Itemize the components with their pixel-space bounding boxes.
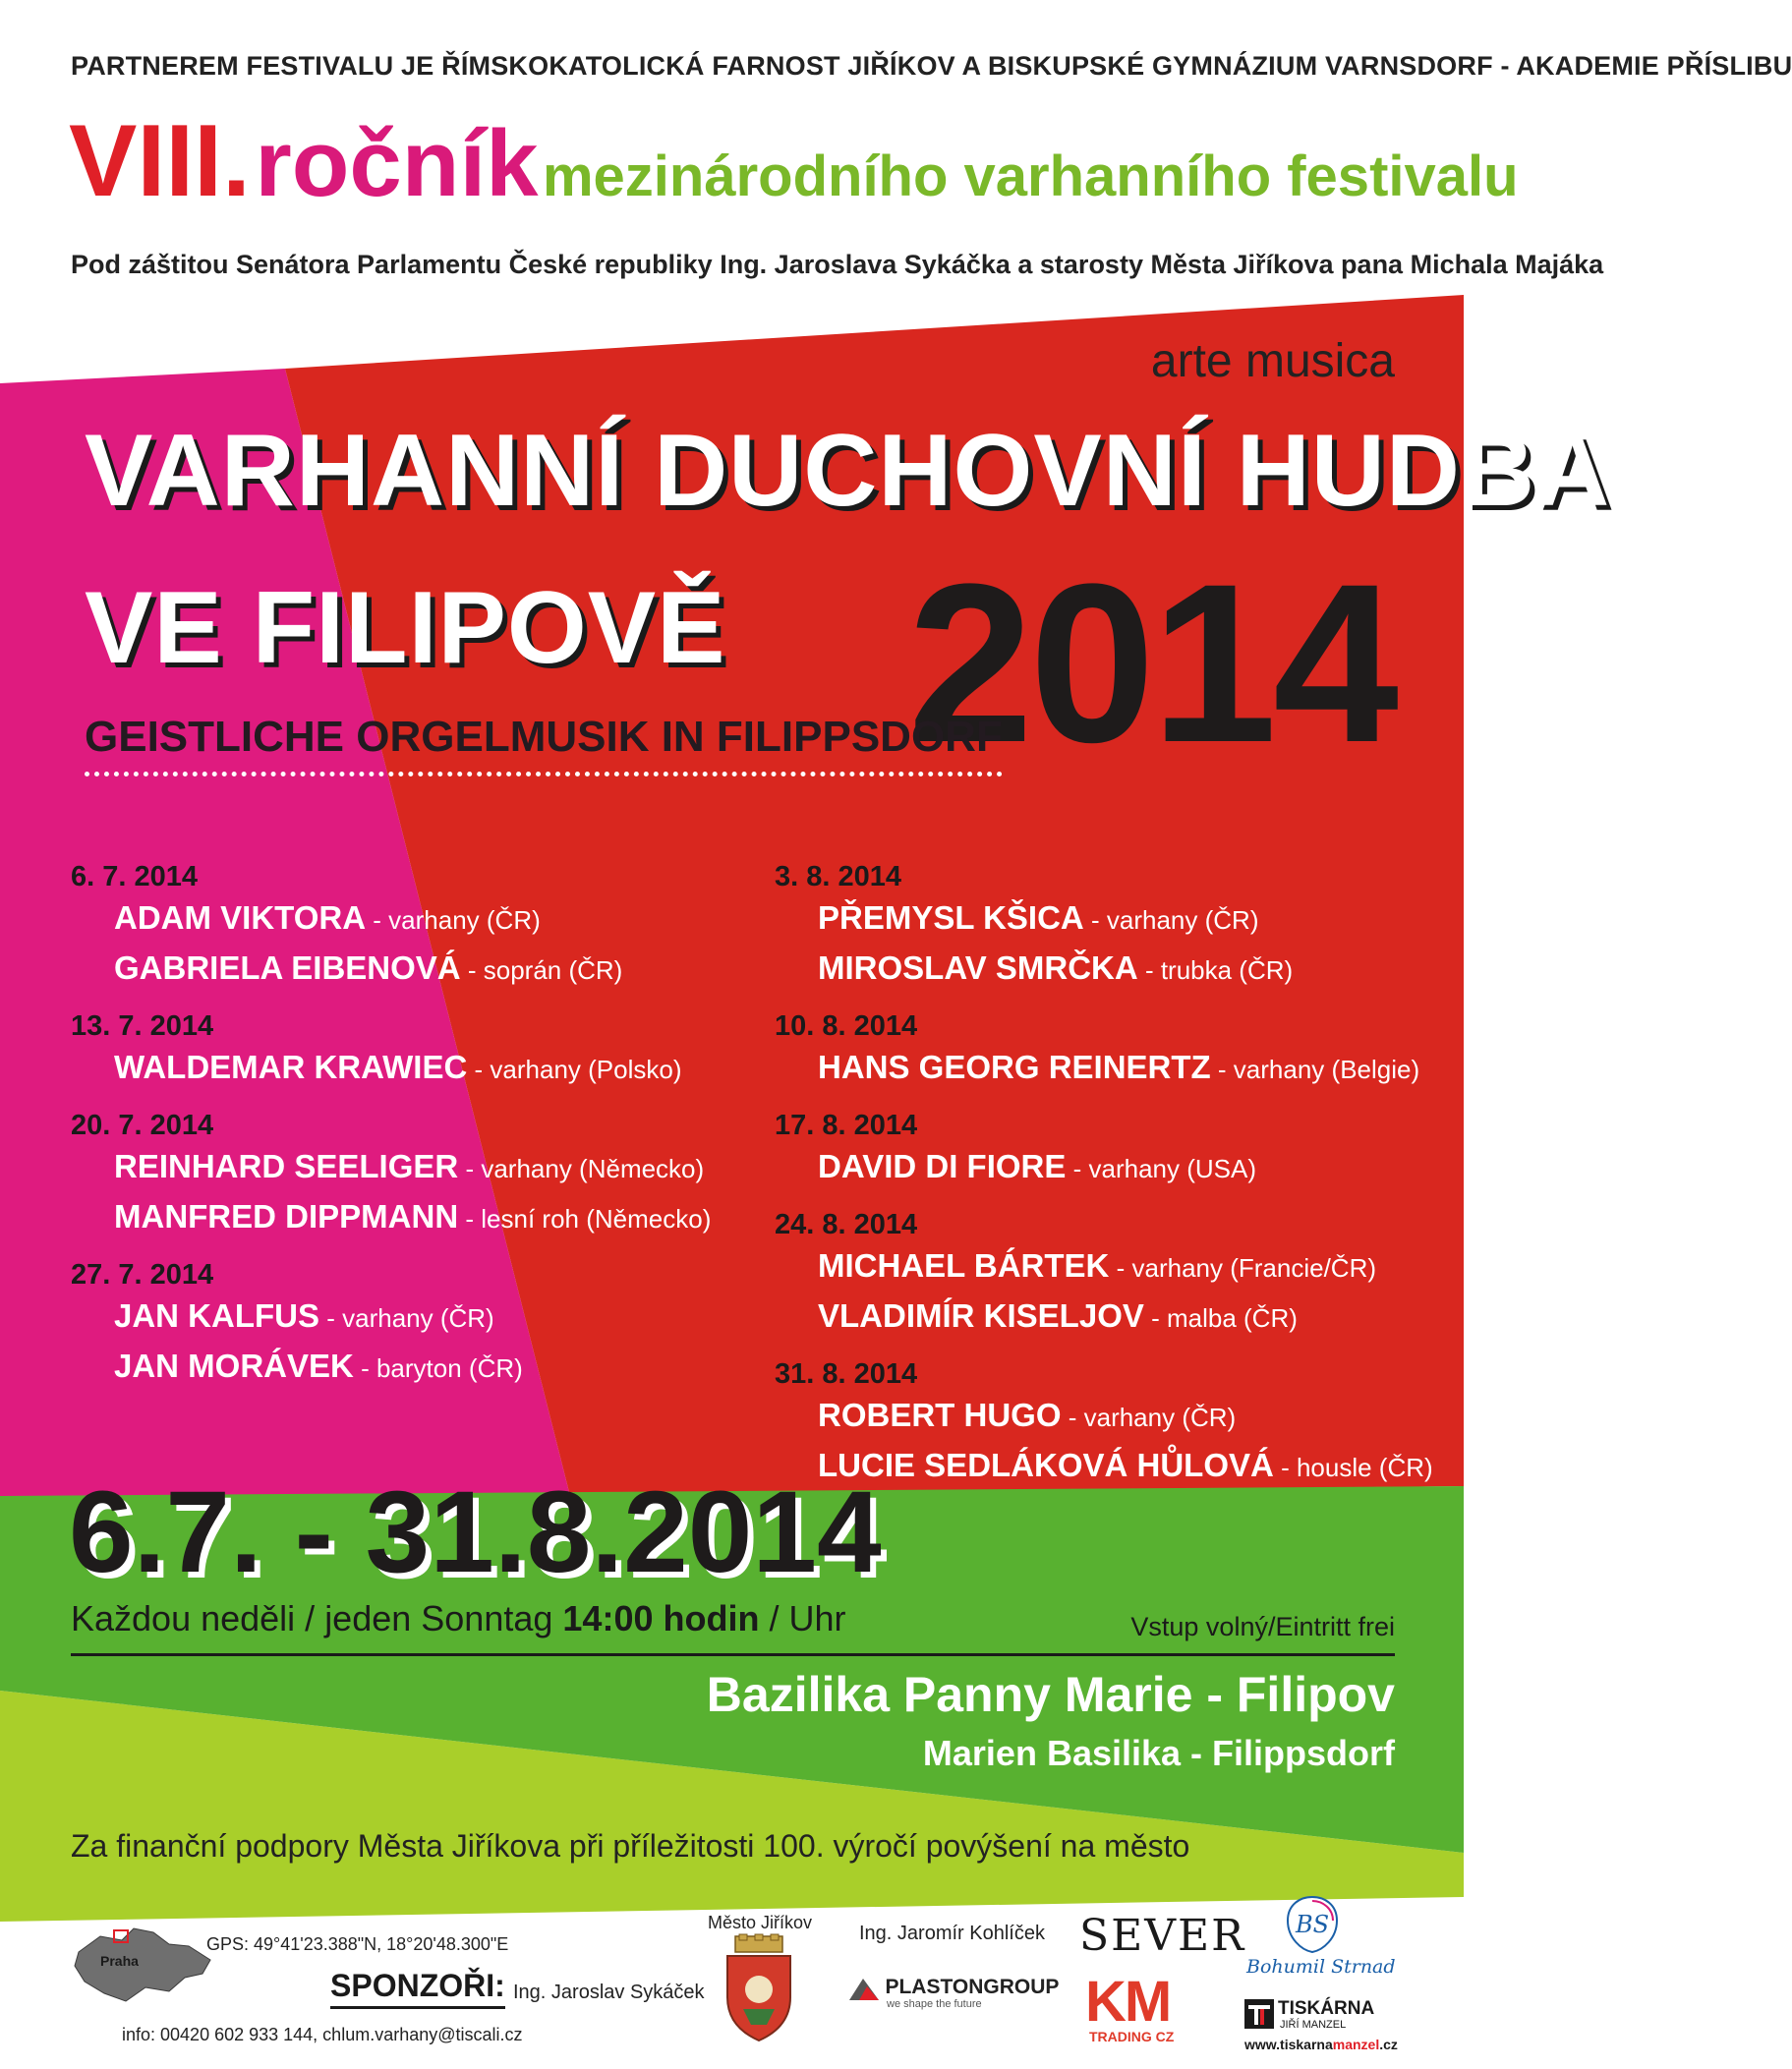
- concert-date: 24. 8. 2014: [775, 1209, 918, 1240]
- performer-row: [775, 947, 1443, 997]
- performer-row: [71, 1145, 739, 1195]
- concert-date: 27. 7. 2014: [71, 1259, 214, 1291]
- performer-row: [71, 1046, 739, 1096]
- performer-instrument: - varhany (Německo): [458, 1154, 705, 1183]
- festival-year: 2014: [907, 537, 1395, 789]
- performer-instrument: - varhany (ČR): [319, 1303, 494, 1333]
- map-label: Praha: [100, 1953, 139, 1969]
- performer-instrument: - varhany (Belgie): [1210, 1055, 1420, 1084]
- performer-instrument: - baryton (ČR): [353, 1353, 523, 1383]
- concert-date: 31. 8. 2014: [775, 1358, 918, 1390]
- sponsor-kohlicek: Ing. Jaromír Kohlíček: [859, 1923, 1045, 1944]
- concert-date: 3. 8. 2014: [775, 861, 901, 892]
- performer-row: [71, 1294, 739, 1345]
- performer-instrument: - malba (ČR): [1143, 1303, 1298, 1333]
- performer-instrument: - varhany (USA): [1066, 1154, 1257, 1183]
- concert-date: 6. 7. 2014: [71, 861, 198, 892]
- svg-text:BS: BS: [1296, 1911, 1330, 1938]
- edition-headline: [69, 104, 1519, 218]
- main-title-line2: VE FILIPOVĚ: [85, 571, 726, 685]
- schedule-prefix: Každou neděli / jeden Sonntag: [71, 1598, 563, 1638]
- arte-musica: arte musica: [1150, 335, 1395, 387]
- contact-info: info: 00420 602 933 144, chlum.varhany@tiscali.cz: [122, 2025, 523, 2044]
- concert-date: 17. 8. 2014: [775, 1110, 918, 1141]
- sponsor-plaston-logo: [847, 1976, 1059, 2010]
- sponsor-website: [1244, 2037, 1398, 2052]
- performer-name: LUCIE SEDLÁKOVÁ HŮLOVÁ: [818, 1447, 1274, 1483]
- sponsor-km-subtitle: TRADING CZ: [1089, 2029, 1175, 2044]
- performer-name: MIROSLAV SMRČKA: [818, 949, 1138, 986]
- plaston-icon: [847, 1977, 881, 2002]
- sponsor-sykacek: Ing. Jaroslav Sykáček: [513, 1982, 705, 2003]
- performer-instrument: - trubka (ČR): [1137, 955, 1294, 985]
- sponsors-heading: SPONZOŘI:: [330, 1968, 505, 2009]
- sponsor-mesto-jirikov: Město Jiříkov: [708, 1913, 813, 1932]
- performer-instrument: - soprán (ČR): [460, 955, 623, 985]
- gps-coordinates: GPS: 49°41'23.388"N, 18°20'48.300"E: [206, 1934, 509, 1954]
- sponsor-tiskarna: TISKÁRNA: [1278, 1998, 1375, 2019]
- performer-instrument: - housle (ČR): [1273, 1453, 1433, 1482]
- concerts-left-column: [71, 857, 739, 1405]
- performer-name: MANFRED DIPPMANN: [114, 1198, 459, 1235]
- venue-name-german: Marien Basilika - Filippsdorf: [922, 1733, 1395, 1773]
- performer-name: DAVID DI FIORE: [818, 1148, 1067, 1184]
- partner-line: PARTNEREM FESTIVALU JE ŘÍMSKOKATOLICKÁ FARNOST JIŘÍKOV A BISKUPSKÉ GYMNÁZIUM VARNSDORF - AKADEMIE PŘÍSLIBU: [71, 51, 1792, 81]
- performer-instrument: - varhany (ČR): [366, 905, 541, 935]
- concert-date: 20. 7. 2014: [71, 1110, 214, 1141]
- concert-block: [775, 1205, 1443, 1345]
- sponsor-km-logo: KM: [1085, 1970, 1171, 2034]
- concert-block: [775, 1106, 1443, 1195]
- concert-block: [71, 1106, 739, 1245]
- performer-row: [71, 1195, 739, 1245]
- sponsor-strnad: Bohumil Strnad: [1246, 1956, 1396, 1978]
- web-suffix: .cz: [1379, 2037, 1398, 2052]
- german-subtitle: GEISTLICHE ORGELMUSIK IN FILIPPSDORF: [85, 713, 1003, 776]
- czech-map-icon: [71, 1923, 218, 2007]
- concert-block: [71, 1255, 739, 1395]
- entry-free: Vstup volný/Eintritt frei: [1130, 1612, 1395, 1641]
- performer-name: WALDEMAR KRAWIEC: [114, 1049, 468, 1085]
- plaston-tagline: we shape the future: [887, 1997, 982, 2010]
- tiskarna-icon: [1244, 1999, 1274, 2029]
- festival-name: mezinárodního varhanního festivalu: [542, 144, 1519, 208]
- performer-row: [775, 896, 1443, 947]
- concert-block: [71, 1006, 739, 1096]
- plaston-name: PLASTONGROUP: [885, 1976, 1060, 1998]
- concerts-right-column: [775, 857, 1443, 1504]
- edition-number: VIII.: [69, 104, 251, 218]
- performer-name: REINHARD SEELIGER: [114, 1148, 459, 1184]
- performer-name: ADAM VIKTORA: [114, 899, 367, 936]
- web-highlight: manzel: [1332, 2037, 1380, 2052]
- performer-name: MICHAEL BÁRTEK: [818, 1247, 1110, 1284]
- performer-instrument: - varhany (ČR): [1083, 905, 1259, 935]
- performer-instrument: - varhany (Francie/ČR): [1109, 1253, 1377, 1283]
- schedule-time: 14:00 hodin: [562, 1598, 760, 1638]
- strnad-emblem-icon: [1284, 1895, 1341, 1954]
- performer-name: PŘEMYSL KŠICA: [818, 899, 1084, 936]
- performer-row: [775, 1145, 1443, 1195]
- performer-row: [775, 1046, 1443, 1096]
- concert-block: [775, 1006, 1443, 1096]
- performer-name: VLADIMÍR KISELJOV: [818, 1297, 1144, 1334]
- performer-row: [71, 1345, 739, 1395]
- performer-row: [775, 1394, 1443, 1444]
- performer-row: [775, 1294, 1443, 1345]
- jirikov-coat-of-arms-icon: [722, 1934, 796, 2044]
- performer-row: [71, 896, 739, 947]
- performer-instrument: - lesní roh (Německo): [458, 1204, 712, 1234]
- edition-word: ročník: [255, 111, 539, 216]
- concert-block: [71, 857, 739, 997]
- sponsor-sever-logo: SEVER: [1079, 1911, 1246, 1961]
- performer-instrument: - varhany (Polsko): [467, 1055, 682, 1084]
- performer-row: [71, 947, 739, 997]
- performer-name: HANS GEORG REINERTZ: [818, 1049, 1211, 1085]
- schedule-line: [71, 1598, 845, 1639]
- sponsor-manzel: JIŘÍ MANZEL: [1280, 2019, 1347, 2031]
- concert-block: [775, 857, 1443, 997]
- main-title-line1: VARHANNÍ DUCHOVNÍ HUDBA: [85, 414, 1611, 528]
- performer-name: JAN KALFUS: [114, 1297, 320, 1334]
- concert-date: 13. 7. 2014: [71, 1010, 214, 1042]
- schedule-divider: [71, 1653, 1395, 1656]
- patronage-line: Pod záštitou Senátora Parlamentu České republiky Ing. Jaroslava Sykáčka a starosty Města Jiříkova pana Michala Majáka: [71, 250, 1604, 279]
- venue-name: Bazilika Panny Marie - Filipov: [706, 1667, 1395, 1722]
- festival-date-range: 6.7. - 31.8.2014: [69, 1467, 882, 1597]
- financial-support: Za finanční podpory Města Jiříkova při příležitosti 100. výročí povýšení na město: [71, 1828, 1190, 1864]
- performer-name: JAN MORÁVEK: [114, 1348, 354, 1384]
- performer-row: [775, 1244, 1443, 1294]
- performer-name: ROBERT HUGO: [818, 1397, 1062, 1433]
- web-prefix: www.tiskarna: [1244, 2037, 1333, 2052]
- performer-name: GABRIELA EIBENOVÁ: [114, 949, 461, 986]
- schedule-suffix: / Uhr: [759, 1598, 846, 1638]
- concert-date: 10. 8. 2014: [775, 1010, 918, 1042]
- performer-instrument: - varhany (ČR): [1061, 1403, 1237, 1432]
